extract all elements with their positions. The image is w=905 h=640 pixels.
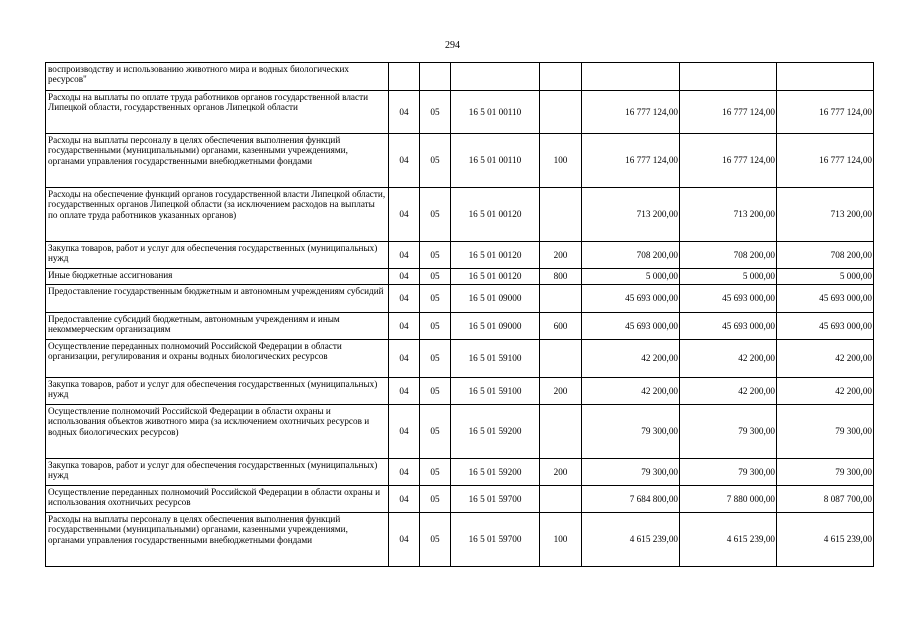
page-number: 294 bbox=[445, 40, 460, 51]
target-article: 16 5 01 00120 bbox=[451, 188, 540, 242]
amount-year-3: 79 300,00 bbox=[777, 405, 874, 459]
table-row bbox=[46, 405, 874, 459]
section-code: 04 bbox=[389, 459, 420, 486]
subsection-code: 05 bbox=[420, 242, 451, 269]
amount-year-1: 45 693 000,00 bbox=[582, 313, 680, 340]
amount-year-3: 42 200,00 bbox=[777, 378, 874, 405]
table-row bbox=[46, 188, 874, 242]
target-article: 16 5 01 59100 bbox=[451, 378, 540, 405]
section-code: 04 bbox=[389, 134, 420, 188]
section-code: 04 bbox=[389, 340, 420, 378]
amount-year-3: 5 000,00 bbox=[777, 269, 874, 285]
amount-year-2: 42 200,00 bbox=[680, 378, 777, 405]
amount-year-1: 7 684 800,00 bbox=[582, 486, 680, 513]
amount-year-2: 45 693 000,00 bbox=[680, 285, 777, 313]
row-name: Закупка товаров, работ и услуг для обеспечения государственных (муниципальных) нужд bbox=[46, 378, 389, 405]
target-article: 16 5 01 59700 bbox=[451, 486, 540, 513]
amount-year-2: 708 200,00 bbox=[680, 242, 777, 269]
row-name: Закупка товаров, работ и услуг для обеспечения государственных (муниципальных) нужд bbox=[46, 459, 389, 486]
table-row bbox=[46, 285, 874, 313]
subsection-code: 05 bbox=[420, 91, 451, 134]
subsection-code bbox=[420, 63, 451, 91]
section-code: 04 bbox=[389, 269, 420, 285]
row-name: Расходы на выплаты по оплате труда работников органов государственной власти Липецкой области, государственных органов Липецкой области bbox=[46, 91, 389, 134]
subsection-code: 05 bbox=[420, 134, 451, 188]
section-code: 04 bbox=[389, 188, 420, 242]
expense-type bbox=[540, 63, 582, 91]
amount-year-1: 708 200,00 bbox=[582, 242, 680, 269]
section-code: 04 bbox=[389, 313, 420, 340]
amount-year-3: 4 615 239,00 bbox=[777, 513, 874, 567]
table-row bbox=[46, 513, 874, 567]
section-code: 04 bbox=[389, 378, 420, 405]
amount-year-1: 713 200,00 bbox=[582, 188, 680, 242]
amount-year-3: 42 200,00 bbox=[777, 340, 874, 378]
amount-year-1: 16 777 124,00 bbox=[582, 91, 680, 134]
target-article: 16 5 01 09000 bbox=[451, 313, 540, 340]
row-name: Предоставление государственным бюджетным и автономным учреждениям субсидий bbox=[46, 285, 389, 313]
row-name: воспроизводству и использованию животного мира и водных биологических ресурсов" bbox=[46, 63, 389, 91]
expense-type: 200 bbox=[540, 242, 582, 269]
target-article: 16 5 01 59200 bbox=[451, 459, 540, 486]
budget-table bbox=[45, 62, 874, 567]
amount-year-2 bbox=[680, 63, 777, 91]
target-article: 16 5 01 09000 bbox=[451, 285, 540, 313]
row-name: Закупка товаров, работ и услуг для обеспечения государственных (муниципальных) нужд bbox=[46, 242, 389, 269]
table-row bbox=[46, 91, 874, 134]
section-code: 04 bbox=[389, 405, 420, 459]
subsection-code: 05 bbox=[420, 486, 451, 513]
table-row bbox=[46, 340, 874, 378]
amount-year-1: 79 300,00 bbox=[582, 405, 680, 459]
amount-year-2: 16 777 124,00 bbox=[680, 134, 777, 188]
target-article: 16 5 01 59200 bbox=[451, 405, 540, 459]
amount-year-3: 16 777 124,00 bbox=[777, 134, 874, 188]
subsection-code: 05 bbox=[420, 459, 451, 486]
amount-year-1: 42 200,00 bbox=[582, 378, 680, 405]
amount-year-3: 713 200,00 bbox=[777, 188, 874, 242]
amount-year-2: 42 200,00 bbox=[680, 340, 777, 378]
section-code: 04 bbox=[389, 285, 420, 313]
amount-year-2: 713 200,00 bbox=[680, 188, 777, 242]
amount-year-3: 79 300,00 bbox=[777, 459, 874, 486]
subsection-code: 05 bbox=[420, 378, 451, 405]
table-row bbox=[46, 134, 874, 188]
target-article bbox=[451, 63, 540, 91]
expense-type: 200 bbox=[540, 459, 582, 486]
section-code: 04 bbox=[389, 513, 420, 567]
amount-year-3: 45 693 000,00 bbox=[777, 313, 874, 340]
expense-type bbox=[540, 340, 582, 378]
amount-year-2: 79 300,00 bbox=[680, 459, 777, 486]
target-article: 16 5 01 00110 bbox=[451, 134, 540, 188]
expense-type: 600 bbox=[540, 313, 582, 340]
amount-year-2: 16 777 124,00 bbox=[680, 91, 777, 134]
subsection-code: 05 bbox=[420, 285, 451, 313]
amount-year-1: 42 200,00 bbox=[582, 340, 680, 378]
amount-year-3: 8 087 700,00 bbox=[777, 486, 874, 513]
row-name: Осуществление переданных полномочий Российской Федерации в области организации, регулирования и охраны водных биологических ресурсов bbox=[46, 340, 389, 378]
amount-year-2: 79 300,00 bbox=[680, 405, 777, 459]
row-name: Осуществление полномочий Российской Федерации в области охраны и использования объектов животного мира (за исключением охотничьих ресурсов и водных биологических ресурсов) bbox=[46, 405, 389, 459]
amount-year-1 bbox=[582, 63, 680, 91]
expense-type: 200 bbox=[540, 378, 582, 405]
table-row bbox=[46, 269, 874, 285]
table-row bbox=[46, 459, 874, 486]
expense-type bbox=[540, 91, 582, 134]
amount-year-1: 5 000,00 bbox=[582, 269, 680, 285]
table-row bbox=[46, 63, 874, 91]
subsection-code: 05 bbox=[420, 513, 451, 567]
amount-year-1: 16 777 124,00 bbox=[582, 134, 680, 188]
amount-year-3: 16 777 124,00 bbox=[777, 91, 874, 134]
subsection-code: 05 bbox=[420, 340, 451, 378]
amount-year-3 bbox=[777, 63, 874, 91]
row-name: Расходы на обеспечение функций органов государственной власти Липецкой области, государственных органов Липецкой области (за исключением расходов на выплаты по оплате труда работников указанных органов) bbox=[46, 188, 389, 242]
subsection-code: 05 bbox=[420, 313, 451, 340]
expense-type bbox=[540, 188, 582, 242]
section-code: 04 bbox=[389, 91, 420, 134]
amount-year-2: 4 615 239,00 bbox=[680, 513, 777, 567]
table-row bbox=[46, 242, 874, 269]
amount-year-3: 708 200,00 bbox=[777, 242, 874, 269]
row-name: Осуществление переданных полномочий Российской Федерации в области охраны и использования охотничьих ресурсов bbox=[46, 486, 389, 513]
expense-type: 800 bbox=[540, 269, 582, 285]
section-code bbox=[389, 63, 420, 91]
row-name: Иные бюджетные ассигнования bbox=[46, 269, 389, 285]
section-code: 04 bbox=[389, 486, 420, 513]
amount-year-2: 5 000,00 bbox=[680, 269, 777, 285]
amount-year-3: 45 693 000,00 bbox=[777, 285, 874, 313]
amount-year-1: 45 693 000,00 bbox=[582, 285, 680, 313]
subsection-code: 05 bbox=[420, 269, 451, 285]
section-code: 04 bbox=[389, 242, 420, 269]
target-article: 16 5 01 00120 bbox=[451, 242, 540, 269]
amount-year-1: 4 615 239,00 bbox=[582, 513, 680, 567]
subsection-code: 05 bbox=[420, 405, 451, 459]
row-name: Расходы на выплаты персоналу в целях обеспечения выполнения функций государственными (муниципальными) органами, казенными учреждениями, органами управления государственными внебюджетными фондами bbox=[46, 134, 389, 188]
amount-year-1: 79 300,00 bbox=[582, 459, 680, 486]
target-article: 16 5 01 00120 bbox=[451, 269, 540, 285]
expense-type: 100 bbox=[540, 134, 582, 188]
amount-year-2: 7 880 000,00 bbox=[680, 486, 777, 513]
target-article: 16 5 01 00110 bbox=[451, 91, 540, 134]
expense-type bbox=[540, 405, 582, 459]
expense-type bbox=[540, 285, 582, 313]
row-name: Предоставление субсидий бюджетным, автономным учреждениям и иным некоммерческим организациям bbox=[46, 313, 389, 340]
table-row bbox=[46, 378, 874, 405]
table-row bbox=[46, 486, 874, 513]
table-row bbox=[46, 313, 874, 340]
subsection-code: 05 bbox=[420, 188, 451, 242]
amount-year-2: 45 693 000,00 bbox=[680, 313, 777, 340]
target-article: 16 5 01 59700 bbox=[451, 513, 540, 567]
row-name: Расходы на выплаты персоналу в целях обеспечения выполнения функций государственными (муниципальными) органами, казенными учреждениями, органами управления государственными внебюджетными фондами bbox=[46, 513, 389, 567]
target-article: 16 5 01 59100 bbox=[451, 340, 540, 378]
expense-type bbox=[540, 486, 582, 513]
expense-type: 100 bbox=[540, 513, 582, 567]
